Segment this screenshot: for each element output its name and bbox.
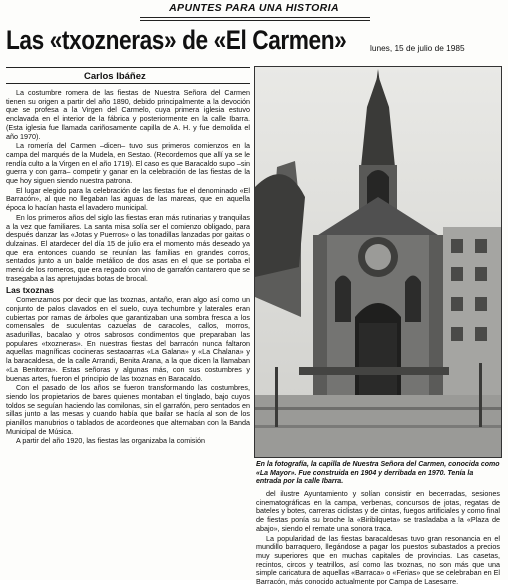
paragraph: La romería del Carmen –dicen– tuvo sus primeros comienzos en la campa del marqués de la Mudela, en Sestao. (Recordemos que allí ya se le rendía culto a la Virgen en el año 1719). El caso es que Baracaldo supo –sin guerra y con garra– competir y ganar en la celebración de las fiestas de la que hoy siguen siendo nuestra patrona. [6,141,251,186]
paragraph: La popularidad de las fiestas baracaldesas tuvo gran resonancia en el mundillo barraquero, llegándose a pagar los puestos subastados a precios muy superiores que en muchas capitales de provincias. Las casetas, recintos, circos y teatrillos, así como las txoznas, no son más que una simple caricatura de aquellas «Barraca» o «Ferias» que se celebraban en El Barracón, más conocido actualmente por Campa de Lasesarre. [256,533,500,587]
author-rule-top [6,67,250,68]
left-column [6,89,250,578]
photo-caption: En la fotografía, la capilla de Nuestra Señora del Carmen, conocida como «La Mayor». Fue construida en 1904 y derribada en 1970. Tenía la entrada por la calle Ibarra. [256,461,500,485]
author-rule-bottom [6,83,250,84]
paragraph: A partir del año 1920, las fiestas las organizaba la comisión [16,436,205,446]
paragraph: La costumbre romera de las fiestas de Nuestra Señora del Carmen tienen su origen a partir del año 1890, debido principalmente a la devoción que se profesa a la Virgen del Carmelo, cuya primera iglesia estuvo enclavada en el interior de la fábrica y posteriormente en la calle Ibarra. (Esta iglesia fue llamada cariñosamente capilla de A. H. y fue demolida el año 1970). [6,88,250,141]
church-photo [254,66,502,458]
kicker-rule-top [140,17,370,18]
section-heading: Las txoznas [6,285,54,296]
section-kicker: APUNTES PARA UNA HISTORIA [169,2,339,14]
paragraph: Comenzamos por decir que las txoznas, antaño, eran algo así como un conjunto de palos clavados en el suelo, cuya techumbre y laterales eran cubiertas por ramas de árboles que garantizaban una sombra fresca a los comensales de suculentas cazuelas de caracoles, callos, morros, asadurillas, bacalao y otros sabrosos condimentos que preparaban las populares «txozneras». En nuestras fiestas del barracón nunca faltaron aquellas magníficas cocineras sestaoarras «La Galana» y «La Chalana» y la baracaldesa, de la calle Arrandi, Benita Arana, a la que dicen la llamaban «La Benitorra». Estas señoras y algunas más, con sus costumbres y buenas artes, fueron el principio de las txoznas en Baracaldo. [6,295,250,383]
paragraph: En los primeros años del siglo las fiestas eran más rutinarias y tranquilas a la vez que familiares. La santa misa solía ser el comienzo obligado, para después danzar las «Jotas y Puerros» o las tonadillas lanzadas por gaitas o dulzainas. El atardecer del día 15 de julio era el momento más deseado ya que era entonces cuando se reunían las familias en grandes corros, sentados junto a un balde metálico de dos asas en el que se portaba el menú de los romeros, que era regado con vino de garrafón cantarero que se trasegaba a las apretujadas botas de brocal. [6,212,250,283]
kicker-rule-bottom [140,20,370,21]
author-byline: Carlos Ibáñez [84,71,146,82]
paragraph: Con el pasado de los años se fueron transformando las costumbres, siendo los propietarios de bares quienes montaban el tinglado, bajo cuyos toldos se seguían haciendo las comilonas, sin el garrafón, pero sentados en sillas junto a las mesas y cuando había que bailar se hacía al son de los pianillos manubrios o tablados de acordeones que alternaban con la Banda Municipal de Música. [6,383,250,436]
dateline: lunes, 15 de julio de 1985 [370,43,465,53]
paragraph: El lugar elegido para la celebración de las fiestas fue el denominado «El Barracón», al que no llegaban las aguas de las mareas, que en aquella época lo hacían hasta el lavadero municipal. [6,185,250,213]
right-column [256,489,500,587]
paragraph: del ilustre Ayuntamiento y solían consistir en becerradas, sesiones cinematográficas en la campa, verbenas, concursos de jotas, regatas de bateles y botes, carreras ciclistas y de cintas, fuegos artificiales y como final de fiestas ponía su broche la «Biribilqueta» se trasladaba a la «Plaza de abajo», siendo el remate una sonora traca. [256,489,500,533]
article-title: Las «txozneras» de «El Carmen» [6,25,347,55]
church-illustration [255,67,501,457]
